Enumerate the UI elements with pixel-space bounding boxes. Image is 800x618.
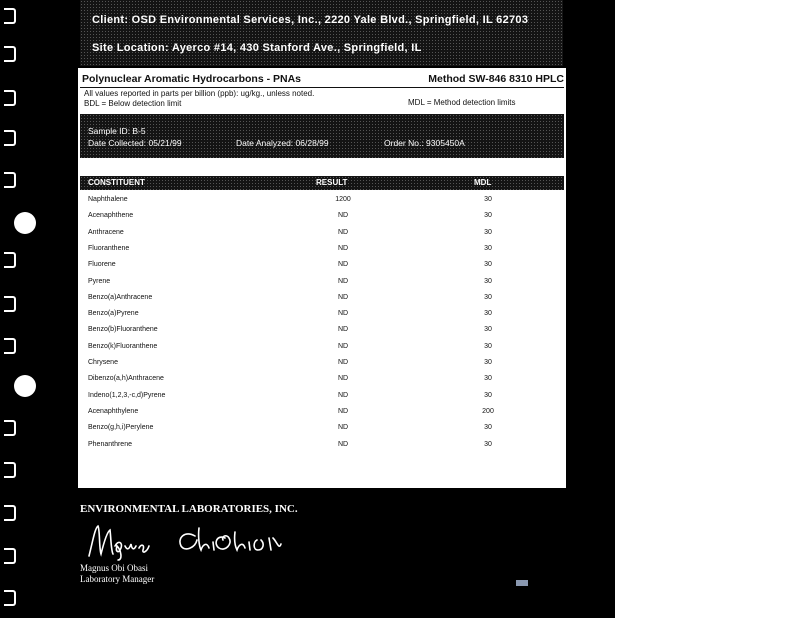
signer-block bbox=[80, 563, 154, 585]
constituent-cell: Pyrene bbox=[88, 277, 111, 285]
header-band bbox=[80, 0, 563, 66]
site-location-line: Site Location: Ayerco #14, 430 Stanford Ave., Springfield, IL bbox=[92, 42, 422, 54]
result-cell: ND bbox=[337, 391, 349, 399]
constituent-cell: Acenaphthene bbox=[88, 212, 134, 220]
mdl-cell: 30 bbox=[484, 310, 492, 318]
table-row bbox=[78, 245, 566, 261]
table-row bbox=[78, 424, 566, 440]
mdl-cell: 30 bbox=[484, 228, 492, 236]
result-cell: ND bbox=[337, 244, 349, 252]
punch-hole bbox=[4, 462, 16, 478]
table-row bbox=[78, 229, 566, 245]
punch-hole bbox=[4, 90, 16, 106]
result-cell: ND bbox=[337, 228, 349, 236]
constituent-cell: Benzo(a)Pyrene bbox=[88, 310, 139, 318]
mdl-cell: 30 bbox=[484, 277, 492, 285]
punch-hole-round bbox=[14, 212, 36, 234]
lab-name: ENVIRONMENTAL LABORATORIES, INC. bbox=[80, 503, 298, 515]
signer-title: Laboratory Manager bbox=[80, 574, 155, 584]
column-header-constituent: CONSTITUENT bbox=[88, 178, 145, 187]
constituent-cell: Anthracene bbox=[88, 228, 124, 236]
method-label: Method SW-846 8310 HPLC bbox=[428, 73, 564, 85]
punch-hole bbox=[4, 8, 16, 24]
table-row bbox=[78, 343, 566, 359]
constituent-cell: Phenanthrene bbox=[88, 440, 132, 448]
result-cell: ND bbox=[337, 342, 349, 350]
column-header-band bbox=[80, 176, 564, 190]
result-cell: ND bbox=[337, 359, 349, 366]
table-row bbox=[78, 261, 566, 277]
table-row bbox=[78, 196, 566, 212]
certification-statement: I certify that this data package is in compliance with the terms and conditions of the contract, both technically and for completeness. Release of the data contained in this hardcopy data package has been authorized by the Laboratory Manager or his designee, as verified by the following signature. bbox=[80, 460, 543, 479]
result-cell: ND bbox=[337, 310, 349, 318]
client-line: Client: OSD Environmental Services, Inc., 2220 Yale Blvd., Springfield, IL 62703 bbox=[92, 14, 529, 26]
constituent-cell: Chrysene bbox=[88, 359, 118, 366]
result-cell: ND bbox=[337, 407, 349, 415]
mdl-cell: 30 bbox=[484, 342, 492, 350]
result-cell: 1200 bbox=[335, 196, 351, 203]
mdl-cell: 30 bbox=[484, 359, 492, 366]
mdl-cell: 30 bbox=[484, 375, 492, 383]
signature bbox=[85, 520, 325, 562]
order-number: Order No.: 9305450A bbox=[384, 138, 465, 148]
mdl-cell: 200 bbox=[482, 407, 494, 415]
date-collected: Date Collected: 05/21/99 bbox=[88, 138, 182, 148]
table-row bbox=[78, 408, 566, 424]
result-cell: ND bbox=[337, 277, 349, 285]
table-row bbox=[78, 278, 566, 294]
constituent-cell: Fluorene bbox=[88, 261, 116, 269]
signer-name: Magnus Obi Obasi bbox=[80, 563, 148, 573]
mdl-cell: 30 bbox=[484, 440, 492, 448]
punch-hole bbox=[4, 505, 16, 521]
result-cell: ND bbox=[337, 440, 349, 448]
scan-mark bbox=[516, 580, 528, 586]
mdl-cell: 30 bbox=[484, 326, 492, 334]
report-title: Polynuclear Aromatic Hydrocarbons - PNAs bbox=[82, 73, 302, 85]
punch-hole bbox=[4, 252, 16, 268]
column-header-result: RESULT bbox=[316, 178, 348, 187]
constituent-cell: Dibenzo(a,h)Anthracene bbox=[88, 375, 164, 383]
bdl-note: BDL = Below detection limit bbox=[84, 99, 182, 108]
report-page bbox=[70, 0, 605, 618]
punch-hole bbox=[4, 46, 16, 62]
result-cell: ND bbox=[337, 212, 349, 220]
column-header-mdl: MDL bbox=[474, 178, 492, 187]
mdl-cell: 30 bbox=[484, 391, 492, 399]
punch-hole bbox=[4, 338, 16, 354]
table-row bbox=[78, 359, 566, 375]
mdl-cell: 30 bbox=[484, 261, 492, 269]
table-row bbox=[78, 326, 566, 342]
punch-hole-round bbox=[14, 375, 36, 397]
constituent-cell: Benzo(b)Fluoranthene bbox=[88, 326, 158, 334]
result-cell: ND bbox=[337, 261, 349, 269]
punch-hole bbox=[4, 130, 16, 146]
result-cell: ND bbox=[337, 375, 349, 383]
units-note: All values reported in parts per billion (ppb): ug/kg., unless noted. bbox=[84, 89, 315, 98]
result-cell: ND bbox=[337, 326, 349, 334]
punch-hole bbox=[4, 420, 16, 436]
constituent-cell: Benzo(g,h,i)Perylene bbox=[88, 424, 154, 432]
mdl-cell: 30 bbox=[484, 424, 492, 432]
punch-hole bbox=[4, 548, 16, 564]
mdl-cell: 30 bbox=[484, 196, 492, 203]
punch-hole bbox=[4, 296, 16, 312]
sample-id: Sample ID: B-5 bbox=[88, 126, 146, 136]
constituent-cell: Benzo(a)Anthracene bbox=[88, 293, 153, 301]
mdl-cell: 30 bbox=[484, 293, 492, 301]
punch-holes bbox=[0, 0, 20, 618]
result-cell: ND bbox=[337, 424, 349, 432]
table-row bbox=[78, 392, 566, 408]
title-rule bbox=[80, 87, 564, 88]
punch-hole bbox=[4, 172, 16, 188]
punch-hole bbox=[4, 590, 16, 606]
date-analyzed: Date Analyzed: 06/28/99 bbox=[236, 138, 329, 148]
table-row bbox=[78, 375, 566, 391]
constituent-cell: Naphthalene bbox=[88, 196, 128, 203]
constituent-cell: Benzo(k)Fluoranthene bbox=[88, 342, 158, 350]
constituent-cell: Indeno(1,2,3,-c,d)Pyrene bbox=[88, 391, 166, 399]
constituent-cell: Acenaphthylene bbox=[88, 407, 139, 415]
constituent-cell: Fluoranthene bbox=[88, 244, 130, 252]
mdl-note: MDL = Method detection limits bbox=[408, 98, 516, 107]
mdl-cell: 30 bbox=[484, 244, 492, 252]
table-row bbox=[78, 212, 566, 228]
sample-info-band bbox=[80, 114, 564, 158]
result-cell: ND bbox=[337, 293, 349, 301]
table-row bbox=[78, 310, 566, 326]
table-row bbox=[78, 294, 566, 310]
report-body bbox=[78, 68, 566, 488]
table-row bbox=[78, 441, 566, 457]
mdl-cell: 30 bbox=[484, 212, 492, 220]
